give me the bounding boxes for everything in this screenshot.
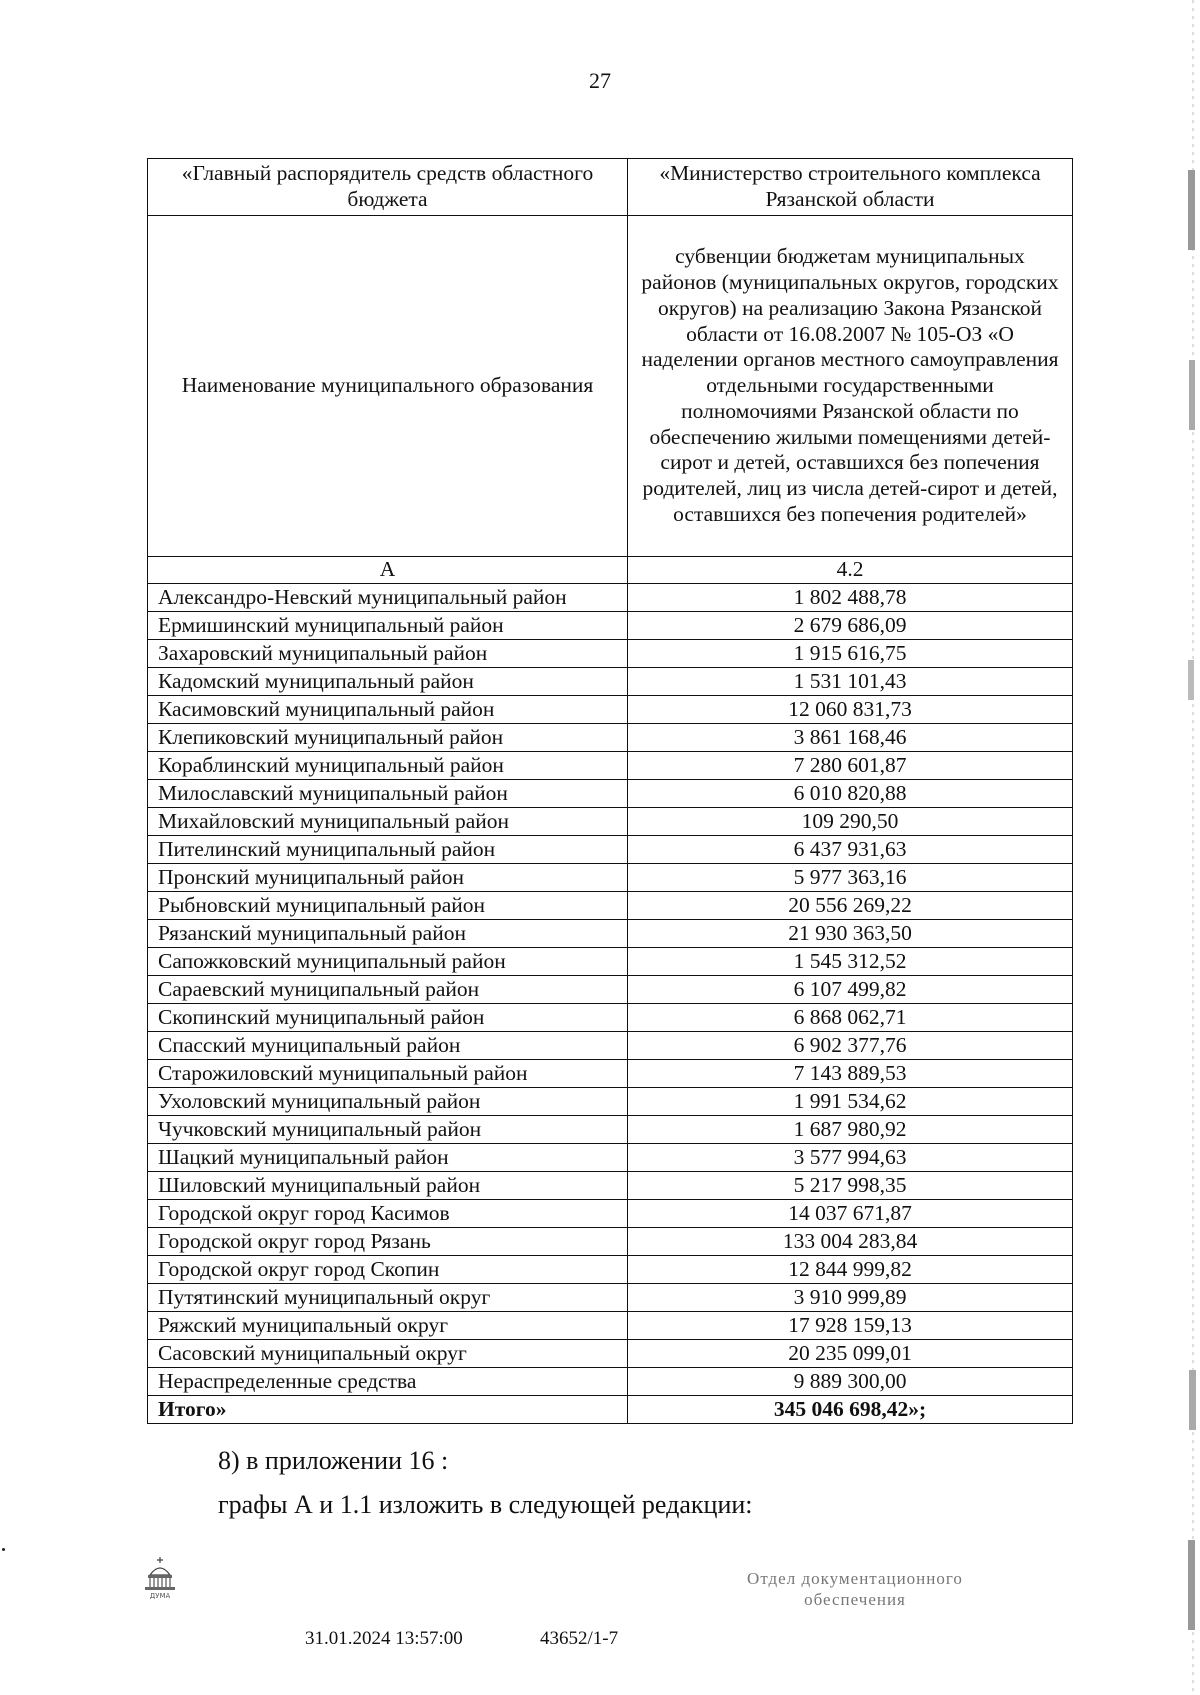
municipality-name: Спасский муниципальный район	[148, 1032, 628, 1060]
municipality-name: Нераспределенные средства	[148, 1368, 628, 1396]
subvention-amount: 9 889 300,00	[628, 1368, 1073, 1396]
table-row	[148, 724, 1073, 752]
table-row	[148, 1172, 1073, 1200]
duma-logo-icon	[140, 1555, 180, 1606]
header-code-a: А	[148, 557, 628, 584]
municipality-name: Шиловский муниципальный район	[148, 1172, 628, 1200]
subvention-amount: 1 531 101,43	[628, 668, 1073, 696]
table-row	[148, 612, 1073, 640]
municipality-name: Кораблинский муниципальный район	[148, 752, 628, 780]
total-row	[148, 1396, 1073, 1424]
svg-text:ДУМА: ДУМА	[149, 1592, 171, 1600]
municipality-name: Александро-Невский муниципальный район	[148, 584, 628, 612]
municipality-name: Рязанский муниципальный район	[148, 920, 628, 948]
municipality-name: Пителинский муниципальный район	[148, 836, 628, 864]
subvention-amount: 3 910 999,89	[628, 1284, 1073, 1312]
municipality-name: Захаровский муниципальный район	[148, 640, 628, 668]
municipality-name: Старожиловский муниципальный район	[148, 1060, 628, 1088]
table-row	[148, 1340, 1073, 1368]
subvention-amount: 133 004 283,84	[628, 1228, 1073, 1256]
header-row-codes	[148, 557, 1073, 584]
table-row	[148, 1312, 1073, 1340]
subvention-amount: 109 290,50	[628, 808, 1073, 836]
subvention-amount: 20 556 269,22	[628, 892, 1073, 920]
municipality-name: Шацкий муниципальный район	[148, 1144, 628, 1172]
header-code-42: 4.2	[628, 557, 1073, 584]
subvention-amount: 21 930 363,50	[628, 920, 1073, 948]
subvention-amount: 3 577 994,63	[628, 1144, 1073, 1172]
subvention-amount: 7 280 601,87	[628, 752, 1073, 780]
subvention-amount: 1 915 616,75	[628, 640, 1073, 668]
subvention-amount: 5 977 363,16	[628, 864, 1073, 892]
header-row-distributor	[148, 159, 1073, 216]
municipality-name: Городской округ город Рязань	[148, 1228, 628, 1256]
header-ministry-name: «Министерство строительного комплекса Рязанской области	[628, 159, 1073, 216]
table-row	[148, 696, 1073, 724]
subvention-amount: 1 991 534,62	[628, 1088, 1073, 1116]
municipality-name: Клепиковский муниципальный район	[148, 724, 628, 752]
amendment-line-2: графы А и 1.1 изложить в следующей редакции:	[218, 1490, 753, 1519]
table-row	[148, 640, 1073, 668]
table-row	[148, 1144, 1073, 1172]
municipality-name: Городской округ город Скопин	[148, 1256, 628, 1284]
table-row	[148, 1088, 1073, 1116]
table-row	[148, 1368, 1073, 1396]
subvention-amount: 12 060 831,73	[628, 696, 1073, 724]
municipality-name: Кадомский муниципальный район	[148, 668, 628, 696]
header-row-description	[148, 216, 1073, 557]
subvention-amount: 17 928 159,13	[628, 1312, 1073, 1340]
municipality-name: Милославский муниципальный район	[148, 780, 628, 808]
table-row	[148, 836, 1073, 864]
subvention-amount: 6 437 931,63	[628, 836, 1073, 864]
municipality-name: Ермишинский муниципальный район	[148, 612, 628, 640]
table-row	[148, 892, 1073, 920]
scan-edge-artifact	[1186, 0, 1200, 1695]
municipality-name: Скопинский муниципальный район	[148, 1004, 628, 1032]
footer-reg-number: 43652/1-7	[540, 1628, 619, 1649]
municipality-name: Сасовский муниципальный округ	[148, 1340, 628, 1368]
table-row	[148, 1116, 1073, 1144]
table-row	[148, 808, 1073, 836]
scan-speck	[2, 1548, 5, 1551]
subvention-amount: 6 868 062,71	[628, 1004, 1073, 1032]
table-row	[148, 1200, 1073, 1228]
table-row	[148, 1256, 1073, 1284]
table-row	[148, 1228, 1073, 1256]
municipality-name: Сапожковский муниципальный район	[148, 948, 628, 976]
subvention-amount: 6 010 820,88	[628, 780, 1073, 808]
table-row	[148, 752, 1073, 780]
municipality-name: Пронский муниципальный район	[148, 864, 628, 892]
table-row	[148, 920, 1073, 948]
municipality-name: Путятинский муниципальный округ	[148, 1284, 628, 1312]
stamp-line-1: Отдел документационного	[747, 1569, 963, 1588]
subvention-amount: 1 802 488,78	[628, 584, 1073, 612]
municipality-name: Ухоловский муниципальный район	[148, 1088, 628, 1116]
table-row	[148, 584, 1073, 612]
page-number: 27	[589, 68, 611, 93]
table-row	[148, 864, 1073, 892]
header-subvention-description: субвенции бюджетам муниципальных районов (муниципальных округов, городских округов) на реализацию Закона Рязанской области от 16.08.2007 № 105-ОЗ «О наделении органов местного самоуправления отдельными государственными полномочиями Рязанской области по обеспечению жилыми помещениями детей-сирот и детей, оставшихся без попечения родителей, лиц из числа детей-сирот и детей, оставшихся без попечения родителей»	[628, 216, 1073, 557]
total-amount: 345 046 698,42»;	[628, 1396, 1073, 1424]
subvention-amount: 12 844 999,82	[628, 1256, 1073, 1284]
table-row	[148, 1032, 1073, 1060]
subvention-amount: 14 037 671,87	[628, 1200, 1073, 1228]
subvention-amount: 1 687 980,92	[628, 1116, 1073, 1144]
subvention-amount: 2 679 686,09	[628, 612, 1073, 640]
budget-table	[147, 158, 1073, 1424]
table-row	[148, 976, 1073, 1004]
municipality-name: Ряжский муниципальный округ	[148, 1312, 628, 1340]
table-row	[148, 668, 1073, 696]
municipality-name: Сараевский муниципальный район	[148, 976, 628, 1004]
subvention-amount: 3 861 168,46	[628, 724, 1073, 752]
table-row	[148, 780, 1073, 808]
subvention-amount: 6 107 499,82	[628, 976, 1073, 1004]
subvention-amount: 6 902 377,76	[628, 1032, 1073, 1060]
department-stamp	[705, 1568, 1005, 1611]
subvention-amount: 5 217 998,35	[628, 1172, 1073, 1200]
stamp-line-2: обеспечения	[804, 1590, 906, 1610]
municipality-name: Городской округ город Касимов	[148, 1200, 628, 1228]
municipality-name: Михайловский муниципальный район	[148, 808, 628, 836]
subvention-amount: 7 143 889,53	[628, 1060, 1073, 1088]
header-municipality-label: Наименование муниципального образования	[148, 216, 628, 557]
municipality-name: Чучковский муниципальный район	[148, 1116, 628, 1144]
total-label: Итого»	[148, 1396, 628, 1424]
header-distributor-label: «Главный распорядитель средств областного бюджета	[148, 159, 628, 216]
table-row	[148, 1284, 1073, 1312]
table-row	[148, 1004, 1073, 1032]
municipality-name: Касимовский муниципальный район	[148, 696, 628, 724]
subvention-amount: 1 545 312,52	[628, 948, 1073, 976]
amendment-line-1: 8) в приложении 16 :	[218, 1446, 449, 1475]
table-row	[148, 948, 1073, 976]
municipality-name: Рыбновский муниципальный район	[148, 892, 628, 920]
footer-datetime: 31.01.2024 13:57:00	[305, 1628, 463, 1649]
table-row	[148, 1060, 1073, 1088]
subvention-amount: 20 235 099,01	[628, 1340, 1073, 1368]
